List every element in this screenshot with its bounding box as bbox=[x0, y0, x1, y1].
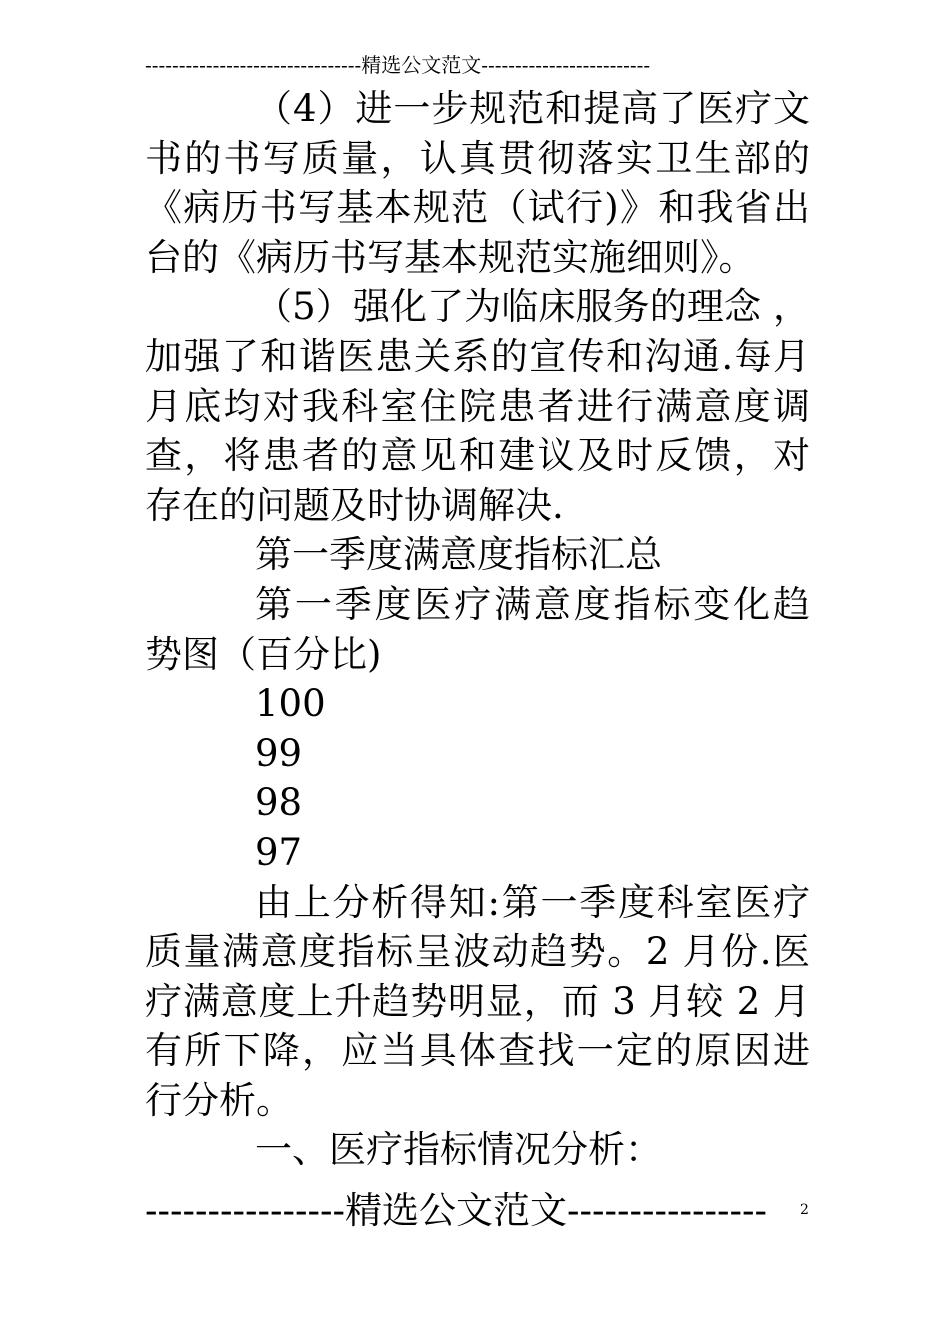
axis-value-98: 98 bbox=[255, 781, 303, 825]
section-heading-medical-indicators: 一、医疗指标情况分析： bbox=[255, 1128, 662, 1172]
axis-value-100: 100 bbox=[255, 682, 326, 726]
paragraph-5-line-4: 查，将患者的意见和建议及时反馈，对 bbox=[145, 434, 810, 478]
analysis-line-3: 疗满意度上升趋势明显，而 3 月较 2 月 bbox=[145, 979, 810, 1023]
paragraph-4-line-1: （4）进一步规范和提高了医疗文 bbox=[255, 87, 810, 130]
axis-value-97: 97 bbox=[255, 830, 303, 874]
paragraph-4-line-2: 书的书写质量，认真贯彻落实卫生部的 bbox=[145, 136, 810, 180]
axis-value-99: 99 bbox=[255, 731, 303, 775]
analysis-line-1: 由上分析得知:第一季度科室医疗 bbox=[255, 880, 810, 924]
analysis-line-2: 质量满意度指标呈波动趋势。2 月份.医 bbox=[145, 930, 810, 974]
chart-caption-line-2: 势图（百分比) bbox=[145, 632, 382, 676]
paragraph-4-line-3: 《病历书写基本规范（试行)》和我省出 bbox=[145, 186, 810, 230]
analysis-line-5: 行分析。 bbox=[145, 1078, 293, 1122]
paragraph-4-line-4: 台的《病历书写基本规范实施细则》。 bbox=[145, 235, 756, 279]
analysis-line-4: 有所下降，应当具体查找一定的原因进 bbox=[145, 1029, 810, 1073]
paragraph-5-line-3: 月底均对我科室住院患者进行满意度调 bbox=[145, 384, 810, 428]
page-footer: ----------------精选公文范文---------------- bbox=[145, 1189, 768, 1232]
chart-caption-line-1: 第一季度医疗满意度指标变化趋 bbox=[255, 582, 810, 626]
section-heading-satisfaction-summary: 第一季度满意度指标汇总 bbox=[255, 533, 662, 577]
paragraph-5-line-5: 存在的问题及时协调解决. bbox=[145, 483, 564, 527]
paragraph-5-line-1: （5）强化了为临床服务的理念 ， bbox=[255, 285, 810, 329]
paragraph-5-line-2: 加强了和谐医患关系的宣传和沟通.每月 bbox=[145, 334, 810, 378]
page-header: --------------------------------精选公文范文------------------------- bbox=[145, 53, 651, 77]
page-number: 2 bbox=[800, 1202, 809, 1218]
document-body bbox=[145, 84, 810, 1175]
